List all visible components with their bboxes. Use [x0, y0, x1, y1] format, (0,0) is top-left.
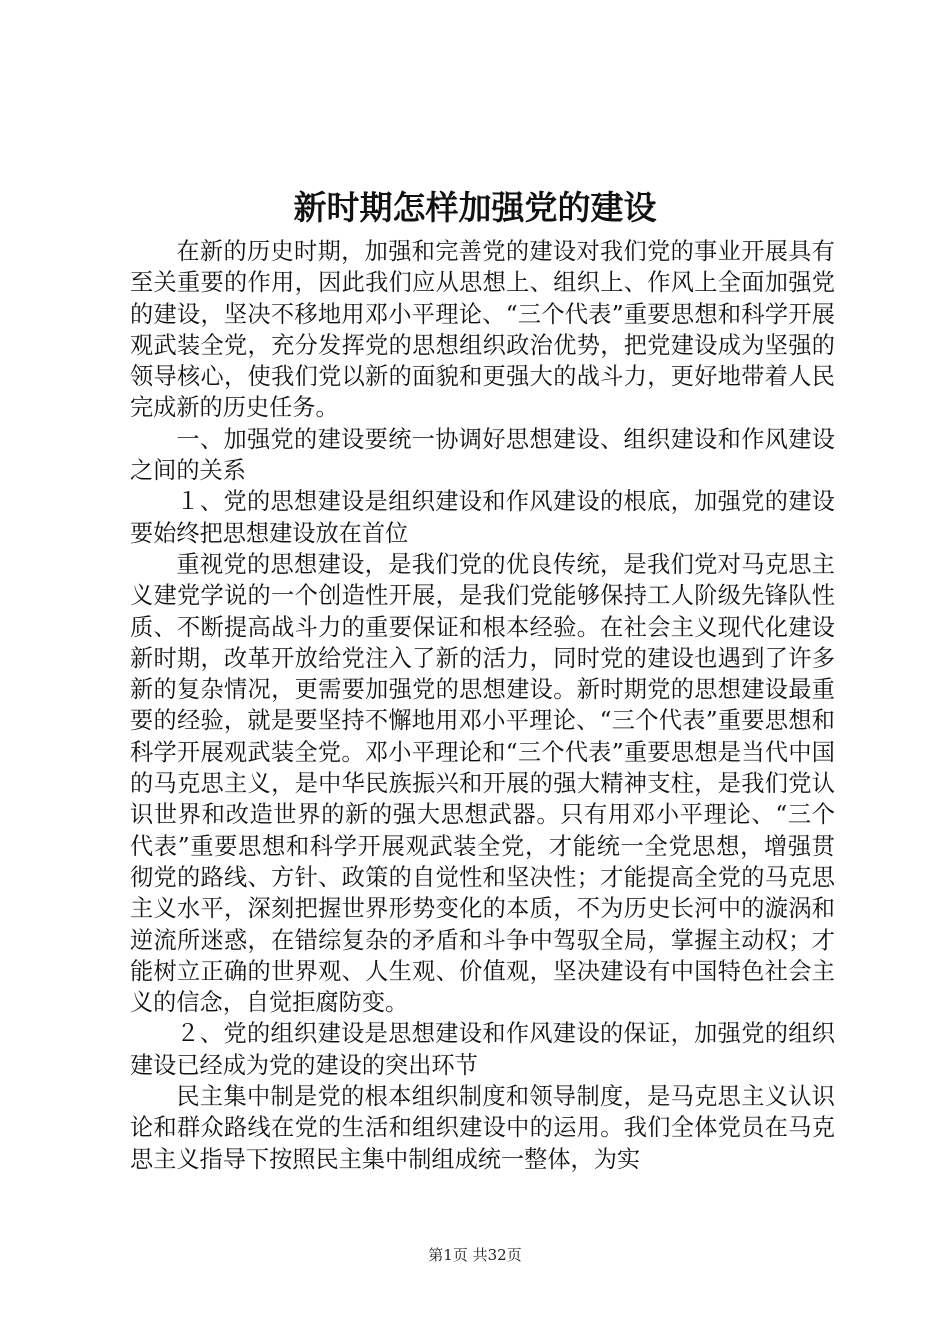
document-body: [130, 236, 835, 1175]
heading-subsection-1: １、党的思想建设是组织建设和作风建设的根底，加强党的建设要始终把思想建设放在首位: [130, 488, 835, 547]
heading-section-1: 一、加强党的建设要统一协调好思想建设、组织建设和作风建设之间的关系: [130, 425, 835, 485]
page-number-footer: 第1页 共32页: [428, 1246, 522, 1264]
paragraph-intro: 在新的历史时期，加强和完善党的建设对我们党的事业开展具有至关重要的作用，因此我们应从思想上、组织上、作风上全面加强党的建设，坚决不移地用邓小平理论、“三个代表”重要思想和科学开展观武装全党，充分发挥党的思想组织政治优势，把党建设成为坚强的领导核心，使我们党以新的面貌和更强大的战斗力，更好地带着人民完成新的历史任务。: [130, 238, 835, 422]
heading-subsection-2: ２、党的组织建设是思想建设和作风建设的保证，加强党的组织建设已经成为党的建设的突出环节: [130, 1020, 835, 1079]
paragraph-democratic-centralism: 民主集中制是党的根本组织制度和领导制度，是马克思主义认识论和群众路线在党的生活和组织建设中的运用。我们全体党员在马克思主义指导下按照民主集中制组成统一整体，为实: [130, 1083, 835, 1173]
paragraph-ideology: 重视党的思想建设，是我们党的优良传统，是我们党对马克思主义建党学说的一个创造性开展，是我们党能够保持工人阶级先锋队性质、不断提高战斗力的重要保证和根本经验。在社会主义现代化建设新时期，改革开放给党注入了新的活力，同时党的建设也遇到了许多新的复杂情况，更需要加强党的思想建设。新时期党的思想建设最重要的经验，就是要坚持不懈地用邓小平理论、“三个代表”重要思想和科学开展观武装全党。邓小平理论和“三个代表”重要思想是当代中国的马克思主义，是中华民族振兴和开展的强大精神支柱，是我们党认识世界和改造世界的新的强大思想武器。只有用邓小平理论、“三个代表”重要思想和科学开展观武装全党，才能统一全党思想，增强贯彻党的路线、方针、政策的自觉性和坚决性；才能提高全党的马克思主义水平，深刻把握世界形势变化的本质，不为历史长河中的漩涡和逆流所迷惑，在错综复杂的矛盾和斗争中驾驭全局，掌握主动权；才能树立正确的世界观、人生观、价值观，坚决建设有中国特色社会主义的信念，自觉拒腐防变。: [130, 550, 835, 1017]
document-title: 新时期怎样加强党的建设: [293, 188, 657, 227]
